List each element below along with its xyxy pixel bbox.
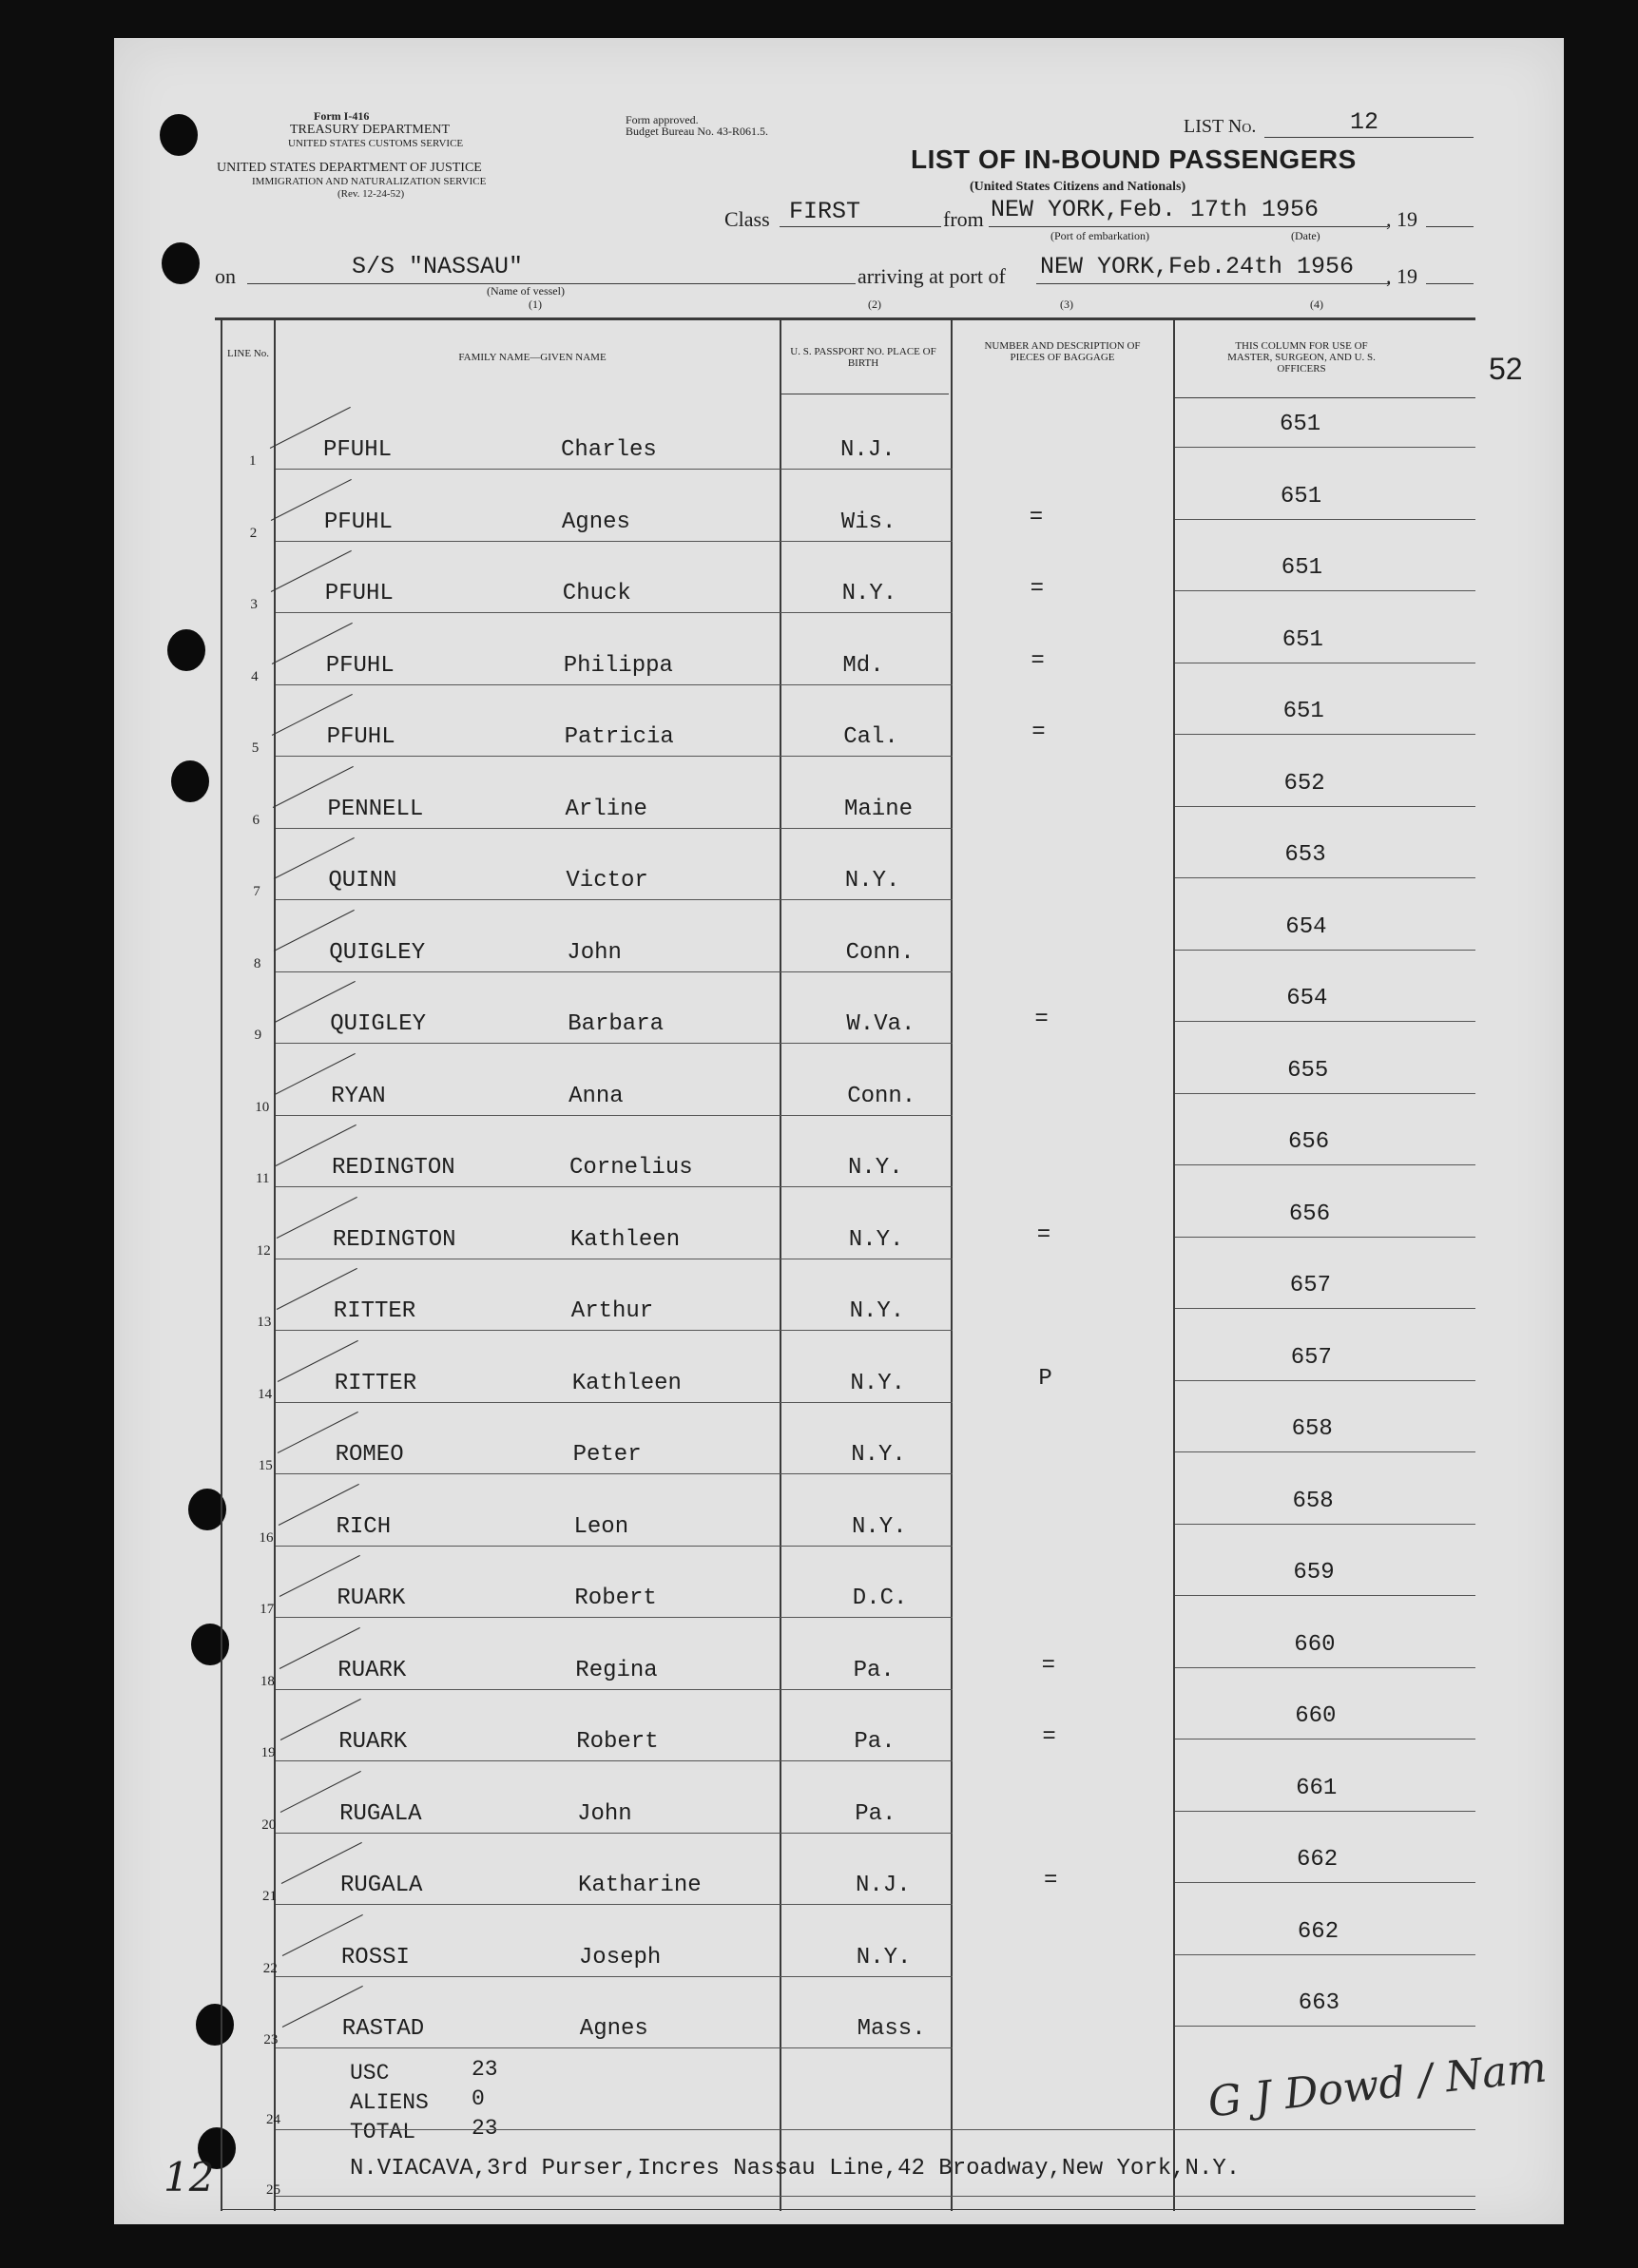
place-of-birth: Maine: [844, 796, 914, 822]
row-line-officers: [1175, 1093, 1475, 1094]
year-underline-2: [1426, 283, 1474, 284]
punch-hole: [162, 242, 200, 284]
form-approved: Form approved.: [626, 113, 699, 126]
row-line-officers: [1175, 1164, 1475, 1165]
baggage: =: [1031, 647, 1045, 674]
officer-signature: G J Dowd / Nam: [1205, 2043, 1550, 2127]
class-underline: [780, 226, 941, 227]
line-number: 7: [253, 884, 260, 899]
year-suffix: , 19: [1386, 207, 1417, 231]
from-label: from: [943, 207, 984, 231]
officer-number: 657: [1289, 1273, 1332, 1298]
departure-value: NEW YORK,Feb. 17th 1956: [991, 196, 1320, 223]
family-name: ROMEO: [335, 1442, 404, 1468]
row-line: [276, 1760, 953, 1761]
place-of-birth: N.Y.: [844, 868, 900, 894]
line-number-25: 25: [266, 2182, 280, 2198]
given-name: Regina: [575, 1657, 658, 1683]
family-name: RUARK: [337, 1586, 406, 1611]
form-number: Form I-416: [314, 109, 370, 123]
given-name: Arline: [565, 796, 647, 822]
place-of-birth: N.Y.: [848, 1155, 903, 1181]
line-number: 11: [256, 1171, 270, 1186]
officer-number: 662: [1297, 1918, 1339, 1945]
officer-number: 662: [1297, 1847, 1339, 1873]
purser-line: N.VIACAVA,3rd Purser,Incres Nassau Line,42 Broadway,New York,N.Y.: [350, 2156, 1241, 2182]
given-name: John: [567, 939, 622, 966]
officer-number: 663: [1298, 1990, 1340, 2016]
family-name: REDINGTON: [332, 1226, 456, 1253]
place-of-birth: W.Va.: [846, 1011, 915, 1037]
officer-number: 651: [1281, 626, 1323, 653]
place-of-birth: Pa.: [853, 1657, 895, 1683]
officer-number: 653: [1284, 842, 1326, 868]
officer-number: 651: [1280, 483, 1322, 509]
vessel-caption: (Name of vessel): [487, 284, 565, 298]
year-suffix-2: , 19: [1386, 264, 1417, 288]
line-number: 13: [257, 1315, 272, 1330]
row-line-officers: [1175, 806, 1475, 807]
family-name: RUGALA: [340, 1873, 423, 1898]
caption-4: (4): [1310, 298, 1323, 311]
row-line-officers: [1175, 1021, 1475, 1022]
row-line: [276, 684, 953, 685]
family-name: RUARK: [337, 1657, 407, 1683]
table-top-border: [215, 317, 1475, 320]
baggage: P: [1038, 1365, 1052, 1392]
row-line-officers: [1175, 1882, 1475, 1883]
justice-department: UNITED STATES DEPARTMENT OF JUSTICE: [217, 161, 482, 175]
class-value: FIRST: [789, 198, 861, 225]
officer-number: 654: [1285, 913, 1327, 940]
place-of-birth: N.Y.: [851, 1442, 906, 1468]
treasury-department: TREASURY DEPARTMENT: [290, 123, 451, 137]
place-of-birth: N.Y.: [849, 1298, 905, 1324]
class-label: Class: [724, 207, 770, 231]
row-line-officers: [1175, 1667, 1475, 1668]
place-of-birth: Conn.: [847, 1083, 916, 1109]
given-name: Victor: [566, 868, 648, 894]
given-name: Kathleen: [571, 1370, 682, 1396]
given-name: Leon: [573, 1513, 629, 1540]
line-number: 22: [262, 1960, 278, 1976]
revision-date: (Rev. 12-24-52): [337, 188, 405, 200]
given-name: Kathleen: [569, 1226, 681, 1253]
caption-2: (2): [868, 298, 881, 311]
line-number: 17: [260, 1602, 275, 1617]
customs-service: UNITED STATES CUSTOMS SERVICE: [288, 138, 464, 149]
caption-1: (1): [529, 298, 542, 311]
place-of-birth: N.Y.: [856, 1944, 912, 1970]
totals-value: 23: [472, 2057, 498, 2082]
family-name: REDINGTON: [332, 1155, 455, 1181]
column-divider-name: [274, 319, 276, 2211]
officer-number: 651: [1280, 412, 1321, 437]
row-line-24: [276, 2129, 1475, 2130]
line-number: 20: [261, 1816, 277, 1833]
page-number: 52: [1489, 352, 1523, 386]
place-of-birth: D.C.: [852, 1586, 908, 1611]
given-name: Robert: [574, 1586, 657, 1611]
place-of-birth: Pa.: [854, 1729, 896, 1755]
baggage: =: [1031, 720, 1046, 745]
place-of-birth: N.Y.: [848, 1226, 904, 1253]
row-line-25: [276, 2196, 1475, 2197]
row-line: [276, 1904, 953, 1905]
row-line: [276, 1976, 953, 1977]
family-name: PFUHL: [323, 509, 393, 535]
line-number: 12: [256, 1242, 271, 1259]
family-name: RUGALA: [339, 1800, 422, 1827]
date-caption: (Date): [1291, 229, 1320, 242]
officer-number: 651: [1281, 555, 1323, 581]
line-number: 10: [255, 1099, 270, 1115]
baggage: =: [1029, 504, 1044, 530]
totals-label: USC: [350, 2061, 390, 2085]
baggage: =: [1042, 1724, 1056, 1750]
officer-number: 657: [1290, 1344, 1332, 1371]
row-line: [276, 899, 953, 900]
line-number: 14: [258, 1386, 273, 1402]
line-number: 5: [251, 740, 260, 756]
given-name: John: [577, 1800, 632, 1827]
row-line-officers: [1175, 1451, 1475, 1452]
officer-number: 651: [1282, 699, 1324, 724]
family-name: RASTAD: [341, 2016, 425, 2042]
row-line: [276, 1402, 953, 1403]
vessel-name: S/S "NASSAU": [352, 253, 524, 280]
family-name: RITTER: [333, 1298, 416, 1324]
arriving-label: arriving at port of: [858, 264, 1006, 288]
budget-bureau: Budget Bureau No. 43-R061.5.: [626, 125, 768, 138]
row-line: [276, 541, 953, 542]
row-line: [276, 1617, 953, 1618]
row-line: [276, 1043, 953, 1044]
given-name: Arthur: [570, 1298, 654, 1324]
given-name: Robert: [576, 1729, 659, 1755]
arrival-value: NEW YORK,Feb.24th 1956: [1040, 253, 1355, 280]
row-line: [276, 2047, 953, 2048]
family-name: RUARK: [338, 1729, 408, 1755]
line-number: 21: [262, 1889, 277, 1904]
officer-number: 652: [1283, 770, 1325, 797]
column-divider-officers: [1173, 319, 1175, 2211]
row-line-officers: [1175, 1380, 1475, 1381]
row-line: [276, 1546, 953, 1547]
family-name: PFUHL: [326, 724, 395, 750]
row-line-officers: [1175, 447, 1475, 448]
place-of-birth: Mass.: [857, 2016, 926, 2042]
line-number: 4: [251, 668, 259, 684]
row-line: [276, 1330, 953, 1331]
arrival-underline: [1036, 283, 1390, 284]
row-line: [276, 1115, 953, 1116]
row-line-officers: [1175, 950, 1475, 951]
line-number: 15: [258, 1458, 273, 1473]
list-no-value: 12: [1350, 108, 1379, 136]
line-number: 2: [249, 525, 258, 541]
row-line-officers: [1175, 1237, 1475, 1238]
baggage: =: [1034, 1007, 1049, 1032]
family-name: PENNELL: [327, 796, 424, 822]
line-number: 23: [263, 2032, 279, 2047]
officer-number: 658: [1292, 1488, 1334, 1514]
family-name: RICH: [336, 1513, 392, 1540]
column-divider-birth: [780, 319, 781, 2211]
header-name: FAMILY NAME—GIVEN NAME: [458, 352, 607, 363]
row-line: [276, 1473, 953, 1474]
officer-number: 656: [1288, 1201, 1331, 1227]
place-of-birth: Wis.: [840, 509, 896, 535]
header-underline-officers: [1175, 397, 1475, 398]
baggage: =: [1041, 1652, 1055, 1679]
given-name: Peter: [572, 1442, 642, 1468]
family-name: RITTER: [334, 1370, 417, 1396]
row-line-officers: [1175, 877, 1475, 878]
margin-note: 12: [164, 2154, 215, 2201]
family-name: ROSSI: [340, 1944, 410, 1970]
from-underline: [989, 226, 1388, 227]
totals-value: 0: [472, 2086, 485, 2111]
on-label: on: [215, 264, 236, 288]
given-name: Patricia: [564, 724, 674, 750]
family-name: PFUHL: [323, 437, 393, 463]
officer-number: 656: [1288, 1129, 1330, 1155]
row-line-officers: [1175, 519, 1475, 520]
totals-value: 23: [472, 2116, 498, 2141]
line-number: 3: [250, 597, 258, 612]
family-name: PFUHL: [324, 581, 394, 606]
officer-number: 661: [1296, 1775, 1338, 1801]
column-divider-line: [221, 319, 222, 2211]
family-name: QUINN: [328, 868, 397, 894]
officer-number: 658: [1291, 1416, 1333, 1442]
officer-number: 659: [1293, 1560, 1335, 1586]
given-name: Philippa: [563, 652, 673, 679]
row-line-officers: [1175, 590, 1475, 591]
punch-hole: [160, 114, 198, 156]
officer-number: 660: [1294, 1631, 1336, 1658]
year-underline: [1426, 226, 1474, 227]
officer-number: 654: [1286, 986, 1328, 1011]
baggage: =: [1030, 576, 1044, 602]
row-line-officers: [1175, 734, 1475, 735]
family-name: QUIGLEY: [329, 939, 426, 966]
place-of-birth: Md.: [842, 652, 884, 679]
given-name: Charles: [561, 437, 657, 463]
header-officers: THIS COLUMN FOR USE OF MASTER, SURGEON, AND U. S. OFFICERS: [1227, 340, 1376, 375]
family-name: QUIGLEY: [330, 1011, 427, 1037]
punch-hole: [167, 629, 205, 671]
family-name: RYAN: [331, 1083, 386, 1109]
place-of-birth: N.Y.: [841, 581, 897, 606]
place-of-birth: N.J.: [856, 1873, 911, 1898]
place-of-birth: N.Y.: [852, 1513, 907, 1540]
given-name: Chuck: [562, 581, 631, 606]
family-name: PFUHL: [325, 652, 395, 679]
page-subtitle: (United States Citizens and Nationals): [970, 180, 1186, 194]
row-line: [276, 1186, 953, 1187]
officer-number: 655: [1287, 1057, 1329, 1084]
baggage: =: [1044, 1868, 1058, 1893]
given-name: Cornelius: [569, 1155, 693, 1181]
row-line: [276, 612, 953, 613]
totals-label: ALIENS: [350, 2090, 429, 2115]
row-line: [276, 828, 953, 829]
page-title: LIST OF IN-BOUND PASSENGERS: [911, 144, 1357, 174]
row-line-officers: [1175, 2026, 1475, 2027]
line-number: 6: [252, 812, 260, 828]
row-line: [276, 756, 953, 757]
row-line-officers: [1175, 1954, 1475, 1955]
line-number: 8: [253, 955, 261, 971]
place-of-birth: N.Y.: [850, 1370, 905, 1396]
place-of-birth: Cal.: [843, 724, 898, 750]
list-no-underline: [1264, 137, 1474, 138]
line-number: 1: [249, 453, 257, 469]
row-line: [276, 971, 953, 972]
given-name: Anna: [568, 1083, 624, 1109]
place-of-birth: Conn.: [845, 939, 915, 966]
header-baggage: NUMBER AND DESCRIPTION OF PIECES OF BAGGAGE: [984, 340, 1141, 363]
row-line: [276, 1833, 953, 1834]
totals-label: TOTAL: [350, 2120, 416, 2144]
row-line-officers: [1175, 1308, 1475, 1309]
immigration-service: IMMIGRATION AND NATURALIZATION SERVICE: [252, 176, 487, 187]
row-line-officers: [1175, 1524, 1475, 1525]
list-no-label: LIST No.: [1184, 116, 1257, 137]
given-name: Agnes: [579, 2016, 648, 2042]
caption-3: (3): [1060, 298, 1073, 311]
line-number-24: 24: [266, 2112, 280, 2127]
line-number: 18: [260, 1673, 275, 1689]
row-line: [276, 469, 953, 470]
given-name: Agnes: [561, 509, 630, 535]
row-line-officers: [1175, 1595, 1475, 1596]
port-caption: (Port of embarkation): [1050, 229, 1149, 242]
line-number: 16: [259, 1529, 274, 1546]
header-passport: U. S. PASSPORT NO. PLACE OF BIRTH: [790, 346, 936, 369]
place-of-birth: N.J.: [840, 437, 896, 463]
column-divider-baggage: [951, 319, 953, 2211]
row-line: [276, 1689, 953, 1690]
line-number: 19: [260, 1745, 276, 1760]
table-bottom-border: [221, 2209, 1475, 2210]
given-name: Katharine: [578, 1873, 702, 1898]
line-number: 9: [254, 1028, 262, 1043]
punch-hole: [191, 1624, 229, 1665]
header-line-no: LINE No.: [227, 348, 269, 359]
place-of-birth: Pa.: [855, 1800, 896, 1827]
given-name: Joseph: [578, 1944, 662, 1970]
punch-hole: [196, 2004, 234, 2046]
punch-hole: [171, 760, 209, 802]
officer-number: 660: [1295, 1703, 1337, 1729]
row-line-officers: [1175, 1811, 1475, 1812]
baggage: =: [1036, 1221, 1051, 1248]
given-name: Barbara: [568, 1011, 665, 1037]
